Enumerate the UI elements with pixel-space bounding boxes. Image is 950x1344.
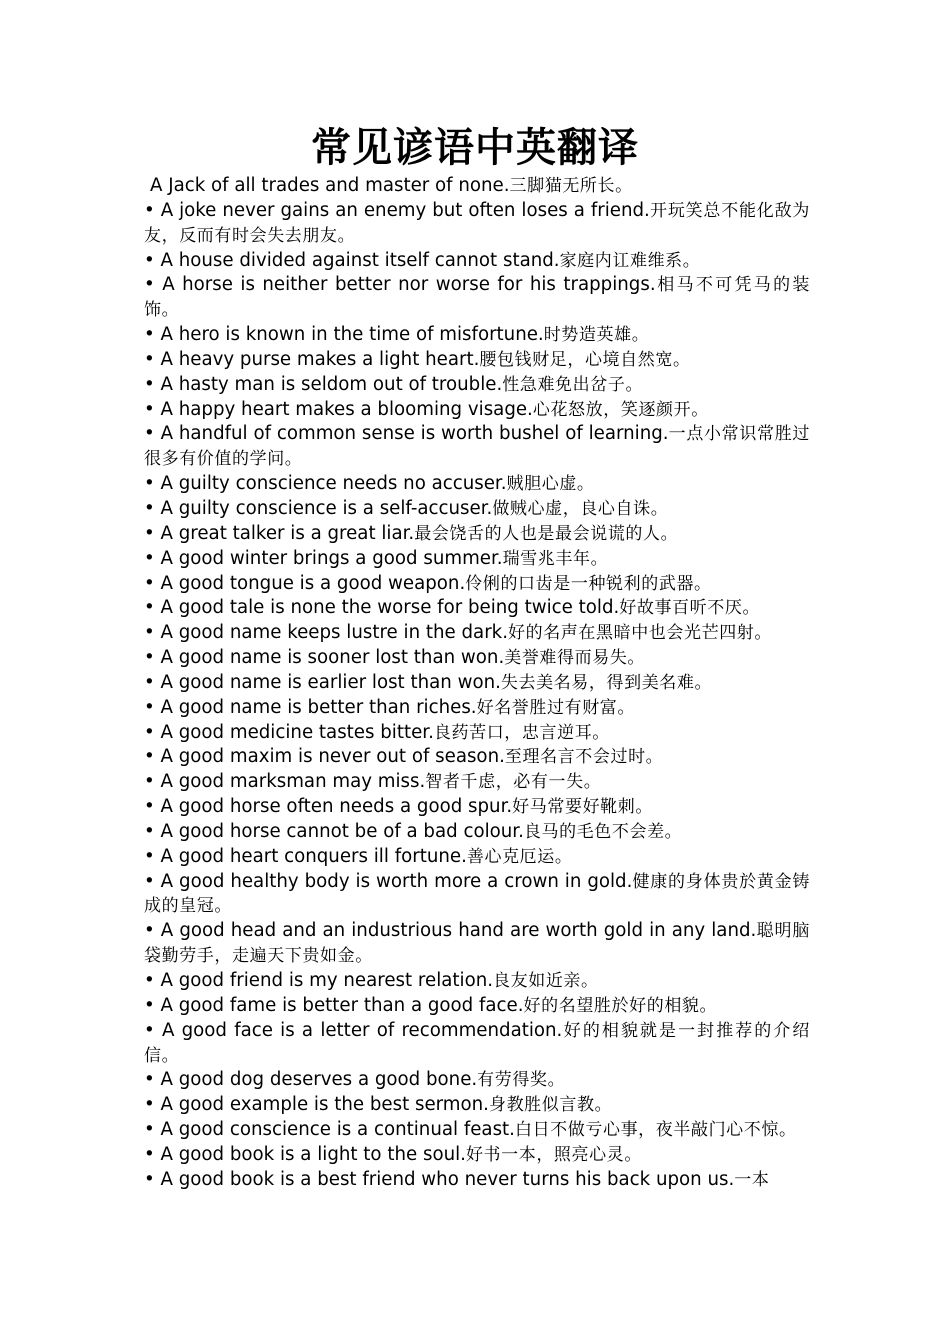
proverb-chinese: 好的名声在黑暗中也会光芒四射。	[508, 623, 772, 644]
proverb-chinese: 良马的毛色不会差。	[523, 821, 683, 842]
proverb-chinese: 最会饶舌的人也是最会说谎的人。	[414, 523, 679, 544]
proverb-english: • A good book is a best friend who never turns his back upon us.	[144, 1168, 735, 1190]
proverb-english: • A good horse often needs a good spur.	[144, 796, 513, 818]
proverb-chinese: 至理名言不会过时。	[504, 747, 664, 768]
proverb-entry	[144, 919, 810, 969]
proverb-entry	[144, 472, 810, 497]
proverb-entry	[144, 820, 810, 845]
proverb-chinese: 一本	[734, 1169, 770, 1190]
proverb-english: • A good name is sooner lost than won.	[144, 647, 505, 669]
proverb-english: • A house divided against itself cannot stand.	[144, 249, 560, 271]
proverb-english: • A good conscience is a continual feast.	[144, 1119, 515, 1141]
proverb-english: • A good tongue is a good weapon.	[144, 572, 466, 594]
proverb-chinese: 善心克厄运。	[466, 846, 573, 867]
proverb-english: • A horse is neither better nor worse for his trappings.	[144, 274, 656, 296]
proverb-chinese: 好名誉胜过有财富。	[476, 697, 635, 718]
proverb-english: • A hero is known in the time of misfortune.	[144, 324, 544, 346]
proverb-entry	[144, 348, 810, 373]
proverb-chinese: 三脚猫无所长。	[509, 176, 633, 196]
proverb-chinese: 好马常要好靴刺。	[512, 797, 653, 818]
proverb-entry	[144, 994, 810, 1019]
proverb-english: • A good face is a letter of recommendation.	[144, 1019, 563, 1041]
proverb-chinese: 好故事百听不厌。	[619, 598, 761, 619]
document-title: 常见谚语中英翻译	[311, 124, 639, 171]
proverb-chinese: 有劳得奖。	[477, 1070, 566, 1091]
proverb-chinese: 做贼心虚，良心自诛。	[492, 498, 669, 519]
proverb-entry	[144, 646, 810, 671]
proverb-entry	[144, 621, 810, 646]
proverb-english: • A good name is better than riches.	[144, 696, 477, 718]
proverb-english: • A good winter brings a good summer.	[144, 547, 503, 569]
proverb-english: • A good friend is my nearest relation.	[144, 970, 494, 991]
proverb-english: • A happy heart makes a blooming visage.	[144, 398, 533, 420]
proverb-english: • A good tale is none the worse for being twice told.	[144, 597, 620, 619]
proverb-english: • A good book is a light to the soul.	[144, 1143, 466, 1165]
proverb-chinese: 心花怒放，笑逐颜开。	[532, 399, 709, 420]
proverb-english: A Jack of all trades and master of none.	[150, 175, 510, 196]
proverb-chinese: 好的名望胜於好的相貌。	[523, 995, 718, 1016]
proverb-chinese: 白日不做亏心事，夜半敲门心不惊。	[514, 1120, 797, 1141]
proverb-english: • A good example is the best sermon.	[144, 1094, 489, 1116]
proverb-entry	[144, 323, 810, 348]
proverb-english: • A guilty conscience is a self-accuser.	[144, 497, 493, 519]
proverb-english: • A good fame is better than a good face.	[144, 994, 524, 1016]
proverb-english: • A good name is earlier lost than won.	[144, 671, 501, 693]
proverb-chinese: 贼胆心虚。	[506, 474, 595, 495]
proverb-entry	[144, 547, 810, 572]
proverb-entry	[144, 522, 810, 547]
proverb-list	[144, 174, 810, 1193]
proverb-entry	[144, 721, 810, 746]
proverb-english: • A good medicine tastes bitter.	[144, 721, 434, 743]
proverb-chinese: 好的相貌就是一封推荐的介绍信。	[144, 1020, 810, 1066]
proverb-chinese: 健康的身体贵於黄金铸成的皇冠。	[144, 871, 810, 917]
proverb-chinese: 良友如近亲。	[493, 971, 599, 991]
proverb-entry	[144, 1118, 810, 1143]
proverb-chinese: 性急难免出岔子。	[502, 374, 644, 395]
proverb-chinese: 伶俐的口齿是一种锐利的武器。	[465, 573, 712, 594]
proverb-entry	[144, 373, 810, 398]
proverb-entry	[144, 1143, 810, 1168]
proverb-english: • A guilty conscience needs no accuser.	[144, 473, 507, 495]
proverb-chinese: 开玩笑总不能化敌为友，反而有时会失去朋友。	[144, 200, 810, 246]
proverb-chinese: 聪明脑袋勤劳手，走遍天下贵如金。	[144, 921, 810, 967]
proverb-entry	[144, 795, 810, 820]
proverb-entry	[144, 596, 810, 621]
proverb-entry	[144, 870, 810, 920]
proverb-entry	[144, 1168, 810, 1193]
proverb-english: • A great talker is a great liar.	[144, 522, 415, 544]
proverb-chinese: 美誉难得而易失。	[504, 648, 646, 669]
proverb-english: • A good name keeps lustre in the dark.	[144, 622, 508, 644]
proverb-english: • A good marksman may miss.	[144, 771, 426, 793]
proverb-entry	[144, 422, 810, 472]
proverb-entry	[144, 696, 810, 721]
proverb-entry	[144, 497, 810, 522]
proverb-entry	[144, 199, 810, 249]
proverb-entry	[144, 249, 810, 274]
proverb-entry	[144, 671, 810, 696]
proverb-chinese: 相马不可凭马的装饰。	[144, 275, 810, 321]
proverb-chinese: 时势造英雄。	[543, 325, 650, 346]
proverb-english: • A good maxim is never out of season.	[144, 746, 505, 768]
proverb-entry	[144, 174, 810, 199]
proverb-entry	[144, 273, 810, 323]
proverb-chinese: 腰包钱财足，心境自然宽。	[479, 349, 691, 370]
proverb-english: • A hasty man is seldom out of trouble.	[144, 373, 503, 395]
proverb-chinese: 一点小常识常胜过很多有价值的学问。	[144, 424, 810, 470]
proverb-english: • A good head and an industrious hand are worth gold in any land.	[144, 920, 757, 942]
proverb-chinese: 良药苦口，忠言逆耳。	[433, 722, 610, 743]
proverb-entry	[144, 1093, 810, 1118]
proverb-entry	[144, 398, 810, 423]
proverb-english: • A good healthy body is worth more a crown in gold.	[144, 870, 633, 892]
proverb-entry	[144, 845, 810, 870]
proverb-english: • A good horse cannot be of a bad colour.	[144, 820, 524, 842]
proverb-chinese: 身教胜似言教。	[488, 1095, 613, 1116]
proverb-entry	[144, 770, 810, 795]
proverb-chinese: 失去美名易，得到美名难。	[500, 672, 713, 693]
proverb-entry	[144, 572, 810, 597]
proverb-english: • A good heart conquers ill fortune.	[144, 845, 467, 867]
proverb-chinese: 智者千虑，必有一失。	[425, 772, 602, 793]
proverb-english: • A heavy purse makes a light heart.	[144, 348, 480, 370]
proverb-english: • A handful of common sense is worth bushel of learning.	[144, 423, 669, 445]
proverb-entry	[144, 1019, 810, 1069]
proverb-entry	[144, 1068, 810, 1093]
proverb-english: • A joke never gains an enemy but often loses a friend.	[144, 199, 650, 221]
proverb-chinese: 家庭内讧难维系。	[559, 250, 701, 271]
proverb-english: • A good dog deserves a good bone.	[144, 1069, 478, 1091]
proverb-chinese: 好书一本，照亮心灵。	[465, 1144, 642, 1165]
proverb-chinese: 瑞雪兆丰年。	[502, 548, 609, 569]
proverb-entry	[144, 969, 810, 994]
proverb-entry	[144, 745, 810, 770]
